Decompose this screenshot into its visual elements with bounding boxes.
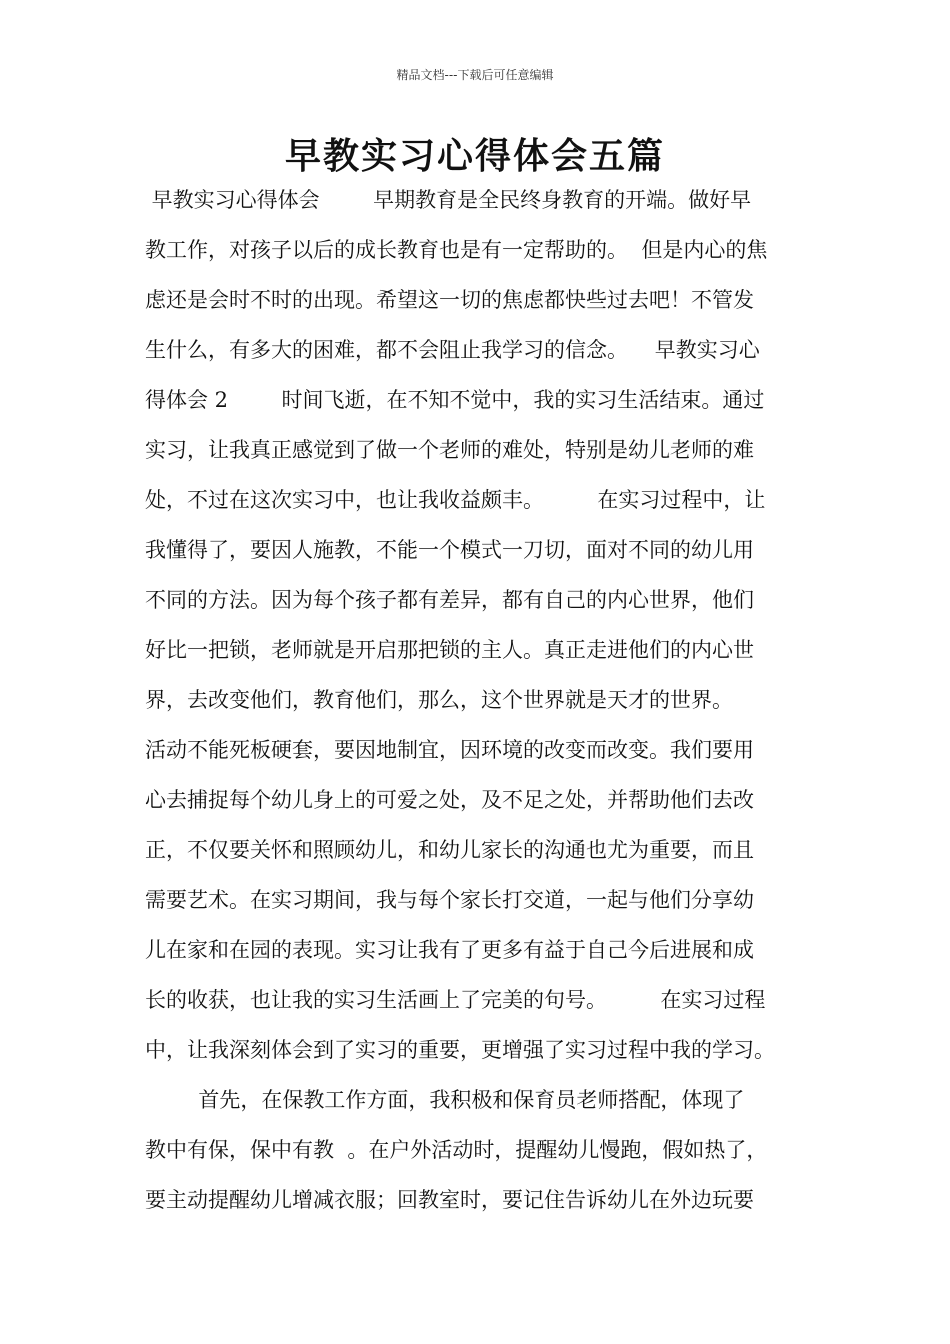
body-line: 实习，让我真正感觉到了做一个老师的难处，特别是幼儿老师的难: [145, 438, 754, 462]
body-line: 早教实习心得体会 早期教育是全民终身教育的开端。做好早: [145, 188, 752, 212]
body-line: 需要艺术。在实习期间，我与每个家长打交道，一起与他们分享幼: [145, 888, 754, 912]
body-line: 教工作，对孩子以后的成长教育也是有一定帮助的。 但是内心的焦: [145, 238, 768, 262]
body-line: 虑还是会时不时的出现。希望这一切的焦虑都快些过去吧！不管发: [145, 288, 754, 312]
body-line: 中，让我深刻体会到了实习的重要，更增强了实习过程中我的学习。: [145, 1038, 775, 1062]
body-line: 要主动提醒幼儿增减衣服；回教室时，要记住告诉幼儿在外边玩要: [145, 1188, 754, 1212]
body-line: 得体会 2 时间飞逝，在不知不觉中，我的实习生活结束。通过: [145, 388, 765, 412]
body-line: 生什么，有多大的困难，都不会阻止我学习的信念。 早教实习心: [145, 338, 760, 362]
body-line: 儿在家和在园的表现。实习让我有了更多有益于自己今后进展和成: [145, 938, 754, 962]
body-line: 长的收获，也让我的实习生活画上了完美的句号。 在实习过程: [145, 988, 766, 1012]
body-line: 正，不仅要关怀和照顾幼儿，和幼儿家长的沟通也尤为重要，而且: [145, 838, 754, 862]
body-line: 我懂得了，要因人施教，不能一个模式一刀切，面对不同的幼儿用: [145, 538, 754, 562]
page-header-note: 精品文档---下载后可任意编辑: [396, 68, 554, 82]
body-line: 好比一把锁，老师就是开启那把锁的主人。真正走进他们的内心世: [145, 638, 754, 662]
body-line: 心去捕捉每个幼儿身上的可爱之处，及不足之处，并帮助他们去改: [145, 788, 754, 812]
body-line: 不同的方法。因为每个孩子都有差异，都有自己的内心世界，他们: [145, 588, 754, 612]
body-line: 教中有保，保中有教 。在户外活动时，提醒幼儿慢跑，假如热了，: [145, 1138, 768, 1162]
body-line: 界，去改变他们，教育他们，那么，这个世界就是天才的世界。: [145, 688, 733, 712]
document-title: 早教实习心得体会五篇: [284, 136, 665, 177]
body-line: 处，不过在这次实习中，也让我收益颇丰。 在实习过程中，让: [145, 488, 766, 512]
body-line: 首先，在保教工作方面，我积极和保育员老师搭配，体现了: [145, 1088, 745, 1112]
document-body: [145, 183, 825, 1233]
body-line: 活动不能死板硬套，要因地制宜，因环境的改变而改变。我们要用: [145, 738, 754, 762]
